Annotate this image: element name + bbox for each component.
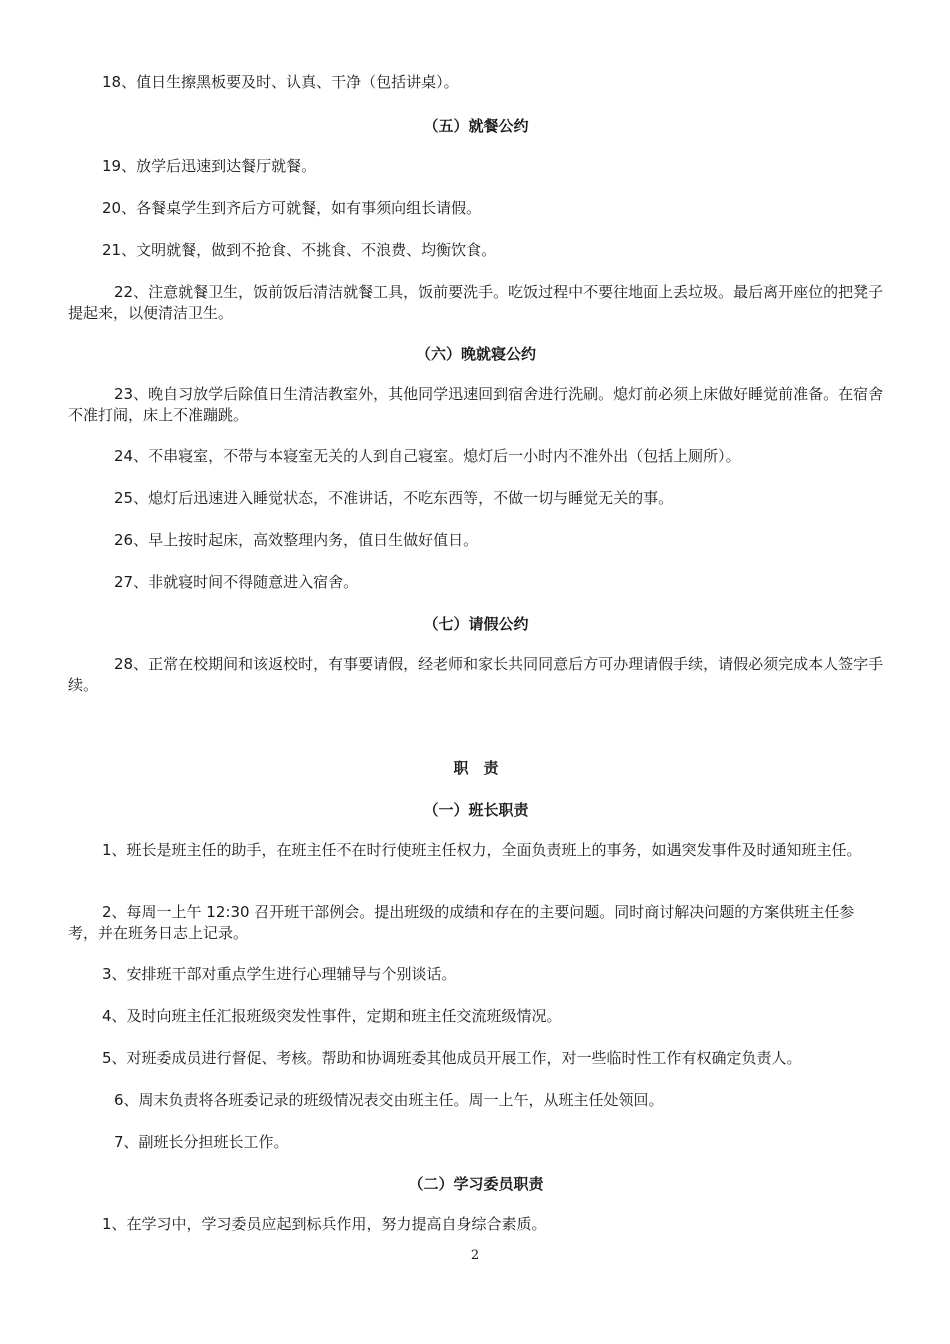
monitor-duty-7: 7、副班长分担班长工作。 — [114, 1133, 289, 1151]
monitor-duty-5: 5、对班委成员进行督促、考核。帮助和协调班委其他成员开展工作，对一些临时性工作有权确定负责人。 — [102, 1049, 802, 1067]
rule-item-20: 20、各餐桌学生到齐后方可就餐，如有事须向组长请假。 — [102, 199, 482, 217]
study-duty-1: 1、在学习中，学习委员应起到标兵作用，努力提高自身综合素质。 — [102, 1215, 547, 1233]
rule-item-26: 26、早上按时起床，高效整理内务，值日生做好值日。 — [114, 531, 479, 549]
rule-item-28: 28、正常在校期间和该返校时，有事要请假，经老师和家长共同同意后方可办理请假手续，请假必须完成本人签字手续。 — [68, 655, 884, 694]
rule-item-22: 22、注意就餐卫生，饭前饭后清洁就餐工具，饭前要洗手。吃饭过程中不要往地面上丢垃圾。最后离开座位的把凳子提起来，以便清洁卫生。 — [68, 283, 884, 322]
monitor-duty-6: 6、周末负责将各班委记录的班级情况表交由班主任。周一上午，从班主任处领回。 — [114, 1091, 664, 1109]
section-title-dining: （五）就餐公约 — [423, 117, 529, 135]
section-title-study-committee: （二）学习委员职责 — [408, 1175, 544, 1193]
section-title-leave: （七）请假公约 — [423, 615, 529, 633]
rule-item-21: 21、文明就餐，做到不抢食、不挑食、不浪费、均衡饮食。 — [102, 241, 497, 259]
rule-item-23: 23、晚自习放学后除值日生清洁教室外，其他同学迅速回到宿舍进行洗刷。熄灯前必须上床做好睡觉前准备。在宿舍不准打闹，床上不准蹦跳。 — [68, 385, 884, 424]
duties-title: 职 责 — [453, 759, 499, 777]
section-title-bedtime: （六）晚就寝公约 — [415, 345, 536, 363]
rule-item-19: 19、放学后迅速到达餐厅就餐。 — [102, 157, 317, 175]
rule-item-18: 18、值日生擦黑板要及时、认真、干净（包括讲桌）。 — [102, 73, 459, 91]
rule-item-24: 24、不串寝室，不带与本寝室无关的人到自己寝室。熄灯后一小时内不准外出（包括上厕所）。 — [114, 447, 741, 465]
rule-item-27: 27、非就寝时间不得随意进入宿舍。 — [114, 573, 359, 591]
page-number: 2 — [470, 1248, 480, 1263]
monitor-duty-2: 2、每周一上午 12:30 召开班干部例会。提出班级的成绩和存在的主要问题。同时商讨解决问题的方案供班主任参考，并在班务日志上记录。 — [68, 903, 855, 942]
section-title-monitor: （一）班长职责 — [423, 801, 529, 819]
rule-item-25: 25、熄灯后迅速进入睡觉状态，不准讲话，不吃东西等，不做一切与睡觉无关的事。 — [114, 489, 674, 507]
monitor-duty-4: 4、及时向班主任汇报班级突发性事件，定期和班主任交流班级情况。 — [102, 1007, 562, 1025]
monitor-duty-3: 3、安排班干部对重点学生进行心理辅导与个别谈话。 — [102, 965, 457, 983]
monitor-duty-1: 1、班长是班主任的助手，在班主任不在时行使班主任权力，全面负责班上的事务，如遇突发事件及时通知班主任。 — [102, 841, 862, 859]
